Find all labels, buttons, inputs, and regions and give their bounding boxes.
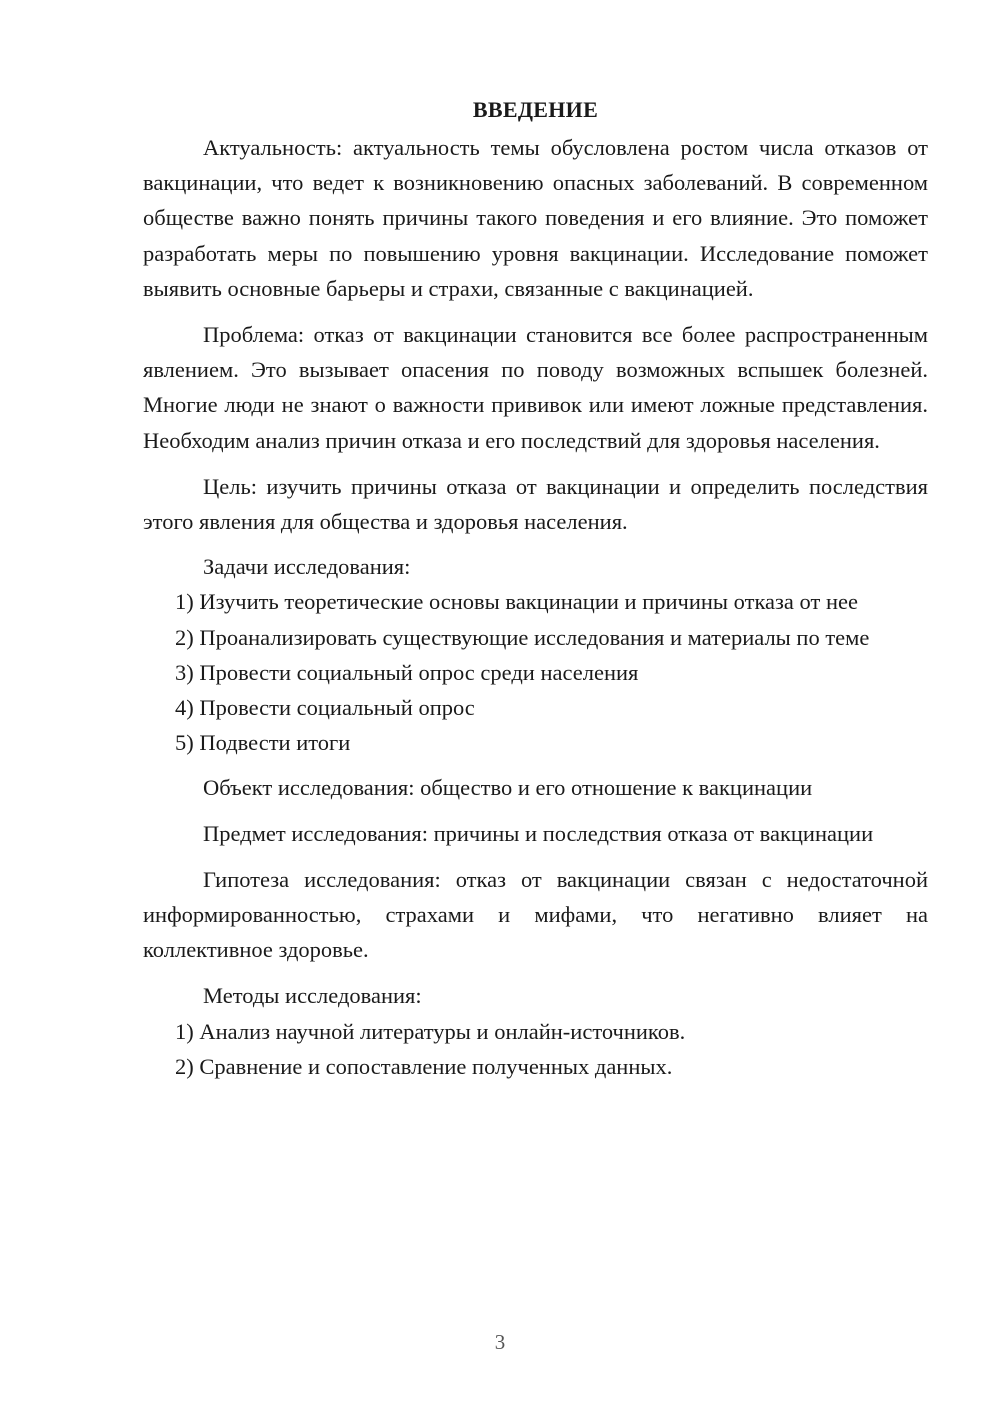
task-item: 4) Провести социальный опрос xyxy=(175,695,475,721)
problem-paragraph: Проблема: отказ от вакцинации становится все более распространенным явлением. Это вызывает опасения по поводу возможных вспышек болезней. Многие люди не знают о важности прививок или имеют ложные представления. Необходим анализ причин отказа и его последствий для здоровья населения. xyxy=(143,322,928,453)
task-item: 3) Провести социальный опрос среди населения xyxy=(175,659,639,685)
relevance-paragraph: Актуальность: актуальность темы обусловлена ростом числа отказов от вакцинации, что ведет к возникновению опасных заболеваний. В современном обществе важно понять причины такого поведения и его влияние. Это поможет разработать меры по повышению уровня вакцинации. Исследование поможет выявить основные барьеры и страхи, связанные с вакцинацией. xyxy=(143,135,928,301)
hypothesis-paragraph: Гипотеза исследования: отказ от вакцинации связан с недостаточной информированностью, страхами и мифами, что негативно влияет на коллективное здоровье. xyxy=(143,866,928,963)
subject-paragraph: Предмет исследования: причины и последствия отказа от вакцинации xyxy=(203,820,874,846)
section-title: ВВЕДЕНИЕ xyxy=(472,97,599,122)
object-paragraph: Объект исследования: общество и его отношение к вакцинации xyxy=(203,775,813,801)
goal-paragraph: Цель: изучить причины отказа от вакцинации и определить последствия этого явления для общества и здоровья населения. xyxy=(143,473,928,535)
method-item: 1) Анализ научной литературы и онлайн-источников. xyxy=(175,1018,686,1044)
task-item: 1) Изучить теоретические основы вакцинации и причины отказа от нее xyxy=(175,589,858,615)
method-item: 2) Сравнение и сопоставление полученных данных. xyxy=(175,1053,673,1079)
document-page xyxy=(143,92,928,1084)
task-item: 2) Проанализировать существующие исследования и материалы по теме xyxy=(175,624,870,650)
tasks-heading: Задачи исследования: xyxy=(203,554,411,580)
methods-heading: Методы исследования: xyxy=(203,983,422,1009)
page-number: 3 xyxy=(494,1330,506,1354)
task-item: 5) Подвести итоги xyxy=(175,730,351,756)
